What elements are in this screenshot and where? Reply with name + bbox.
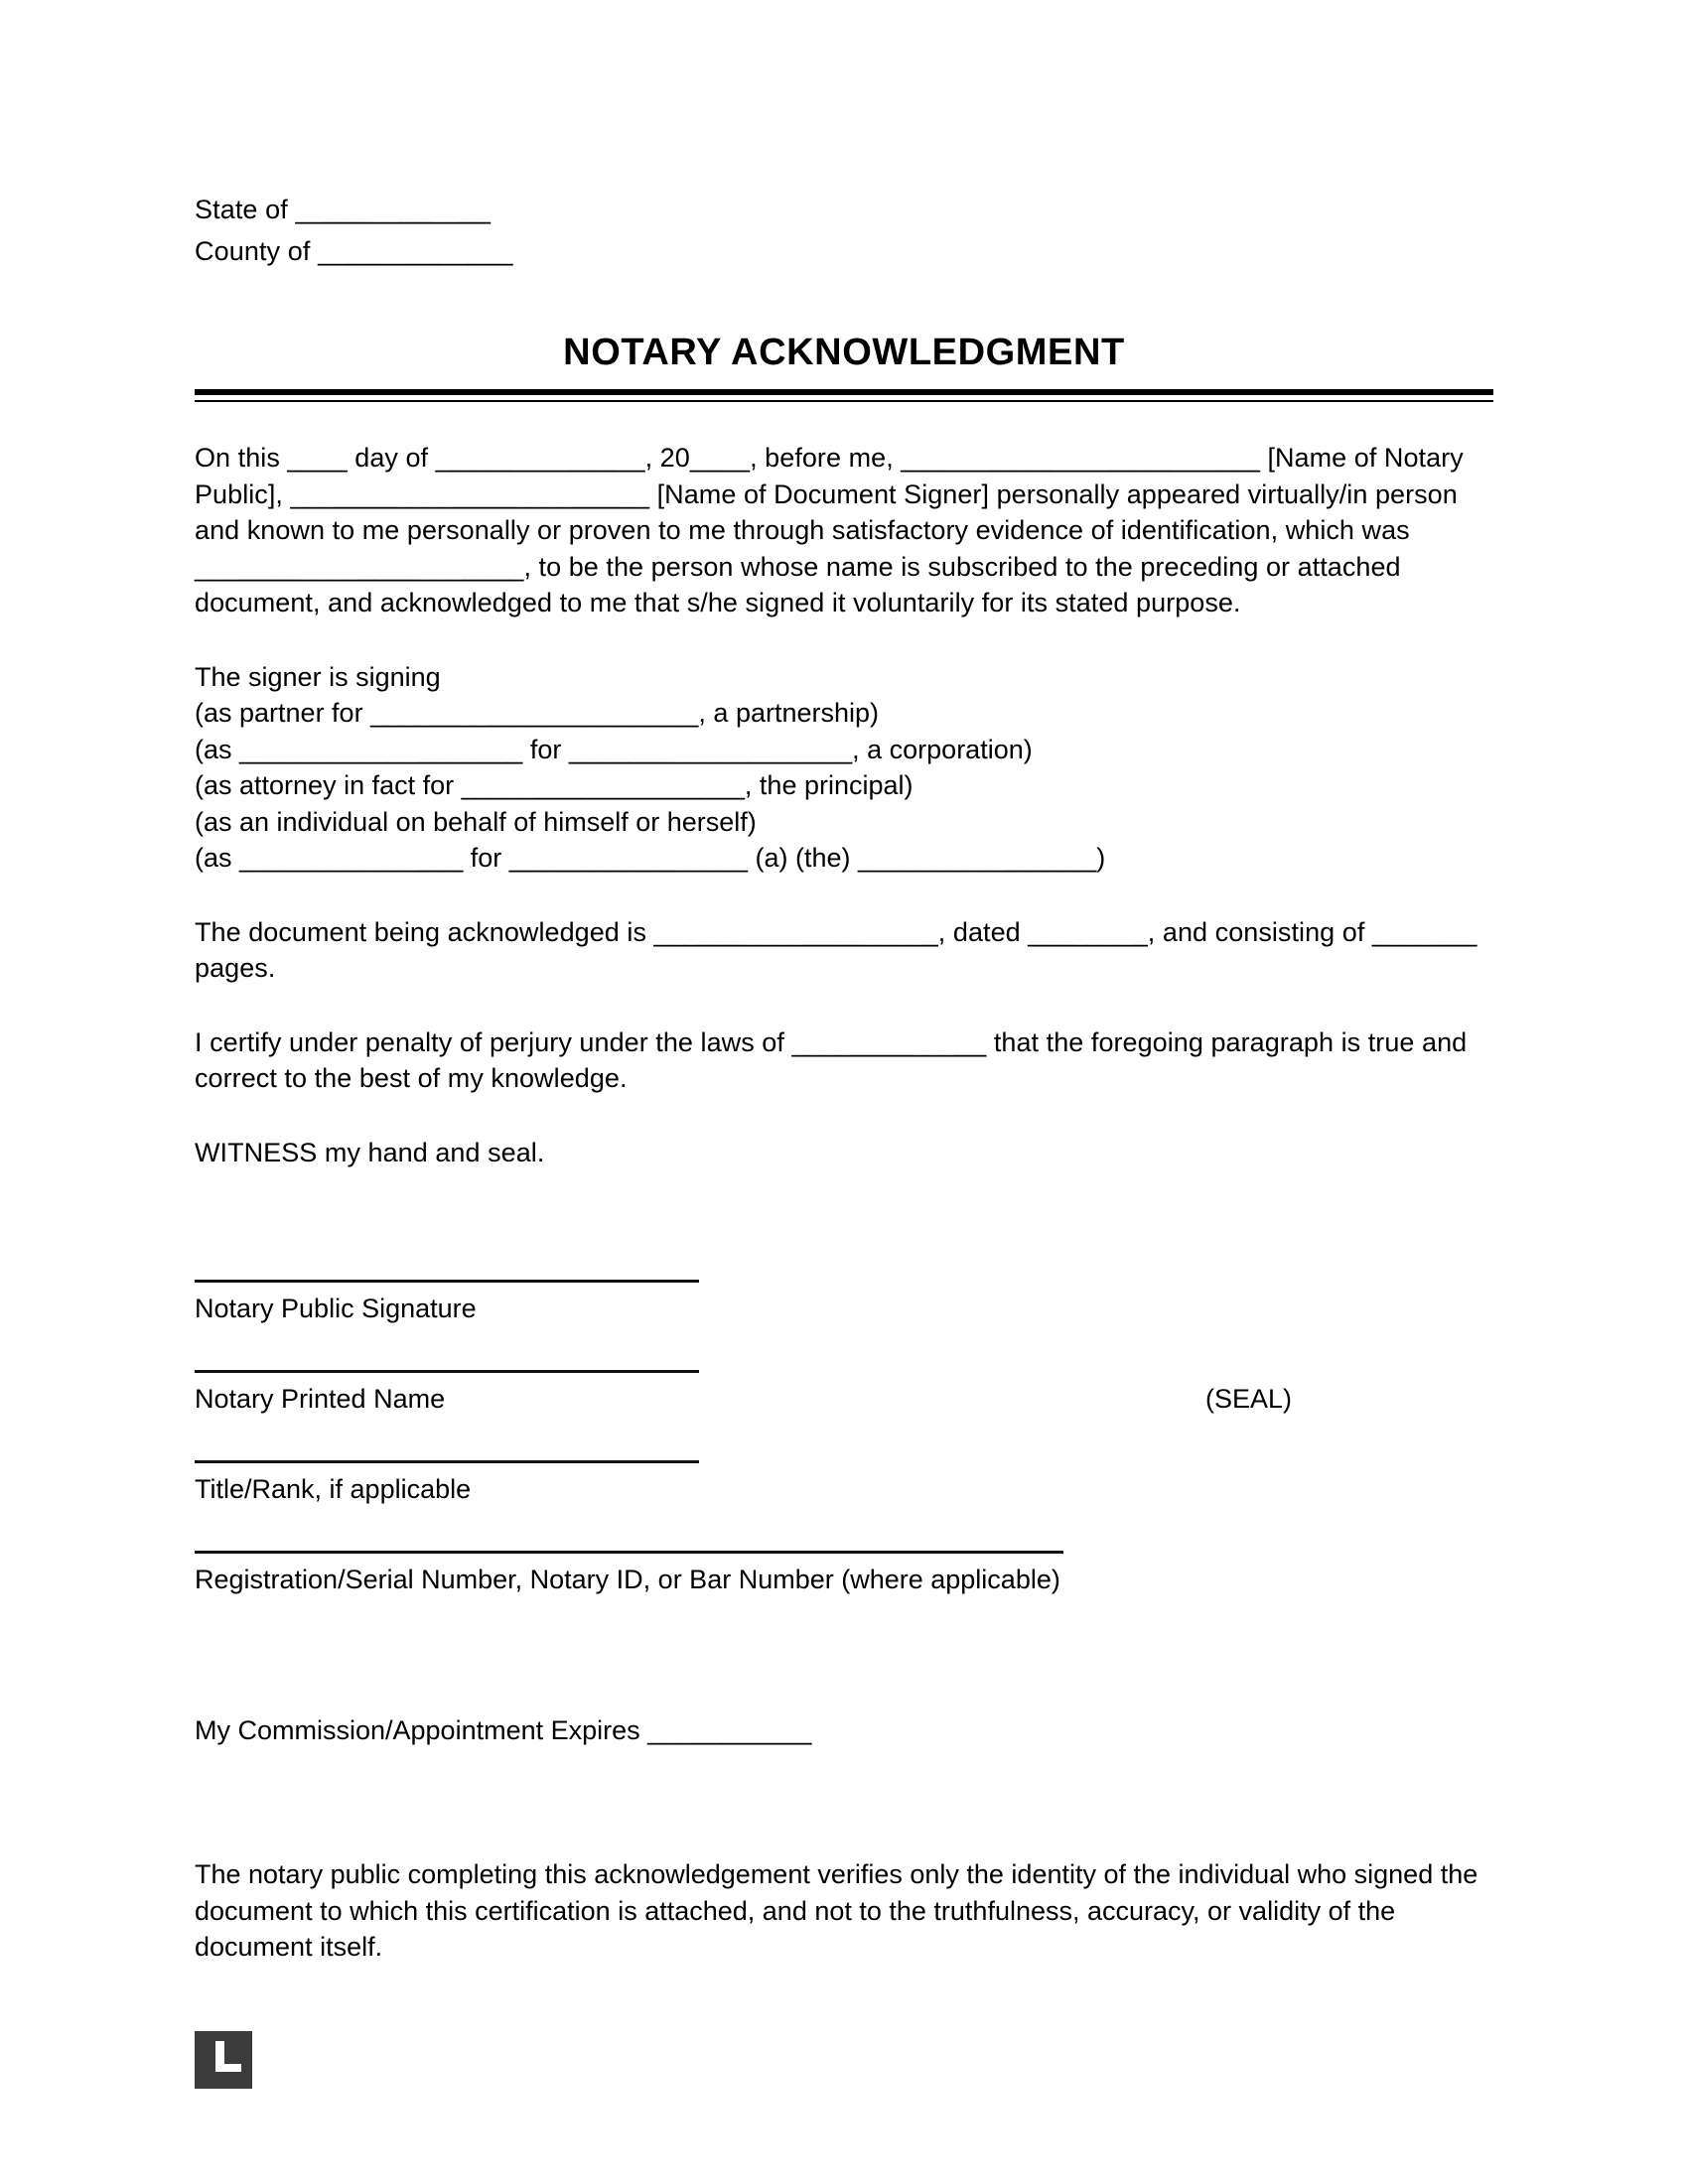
registration-number-group[interactable] [195, 1551, 1493, 1596]
county-of-line: County of _____________ [195, 236, 513, 266]
signature-block [195, 1280, 1493, 1596]
legal-templates-logo-icon [195, 2031, 252, 2089]
signer-intro-line: The signer is signing [195, 661, 441, 692]
notary-signature-label: Notary Public Signature [195, 1294, 477, 1323]
notary-printed-name-label: Notary Printed Name [195, 1384, 446, 1414]
signature-spacer [195, 1416, 1493, 1460]
title-rank-label: Title/Rank, if applicable [195, 1474, 472, 1504]
capacity-line-other: (as _______________ for ________________ (a) (the) ________________) [195, 843, 1106, 873]
notary-printed-name-group[interactable] [195, 1370, 1493, 1416]
page-title: NOTARY ACKNOWLEDGMENT [563, 332, 1125, 373]
title-section [195, 330, 1493, 402]
divider-thin-rule [195, 400, 1493, 402]
document-content [195, 189, 1493, 2089]
signature-spacer [195, 1325, 1493, 1370]
registration-number-label: Registration/Serial Number, Notary ID, or Bar Number (where applicable) [195, 1565, 1060, 1594]
capacity-line-individual: (as an individual on behalf of himself or herself) [195, 806, 757, 837]
seal-placeholder-label: (SEAL) [1205, 1384, 1293, 1414]
commission-expiration-line: My Commission/Appointment Expires ___________ [195, 1715, 812, 1745]
opening-paragraph: On this ____ day of ______________, 20____, before me, ________________________ [Name of Notary Public], ________________________ [Name of Document Signer] personally appeared virtually/in person and known to me personally or proven to me through satisfactory evidence of identification, which was ______________________, to be the person whose name is subscribed to the preceding or attached document, and acknowledged to me that s/he signed it voluntarily for its stated purpose. [195, 443, 1464, 617]
logo-area [195, 2031, 1493, 2089]
signer-capacity-block [195, 659, 1493, 877]
state-of-line: State of _____________ [195, 195, 491, 224]
witness-line: WITNESS my hand and seal. [195, 1137, 545, 1167]
capacity-line-corporation: (as ___________________ for ___________________, a corporation) [195, 734, 1033, 764]
document-description-paragraph: The document being acknowledged is ___________________, dated ________, and consisting of _______ pages. [195, 916, 1477, 983]
capacity-line-attorney-in-fact: (as attorney in fact for ___________________, the principal) [195, 770, 914, 800]
notary-disclaimer-paragraph: The notary public completing this acknowledgement verifies only the identity of the individual who signed the document to which this certification is attached, and not to the truthfulness, accuracy, or validity of the document itself. [195, 1859, 1478, 1962]
jurisdiction-header [195, 189, 1493, 272]
certification-paragraph: I certify under penalty of perjury under the laws of _____________ that the foregoing paragraph is true and correct to the best of my knowledge. [195, 1026, 1468, 1093]
capacity-line-partnership: (as partner for ______________________, a partnership) [195, 698, 880, 728]
notary-signature-group[interactable] [195, 1280, 1493, 1325]
title-rank-group[interactable] [195, 1460, 1493, 1506]
title-divider [195, 389, 1493, 402]
logo-notch [224, 2041, 241, 2064]
signature-spacer [195, 1506, 1493, 1551]
logo-horizontal-stroke [215, 2064, 241, 2072]
